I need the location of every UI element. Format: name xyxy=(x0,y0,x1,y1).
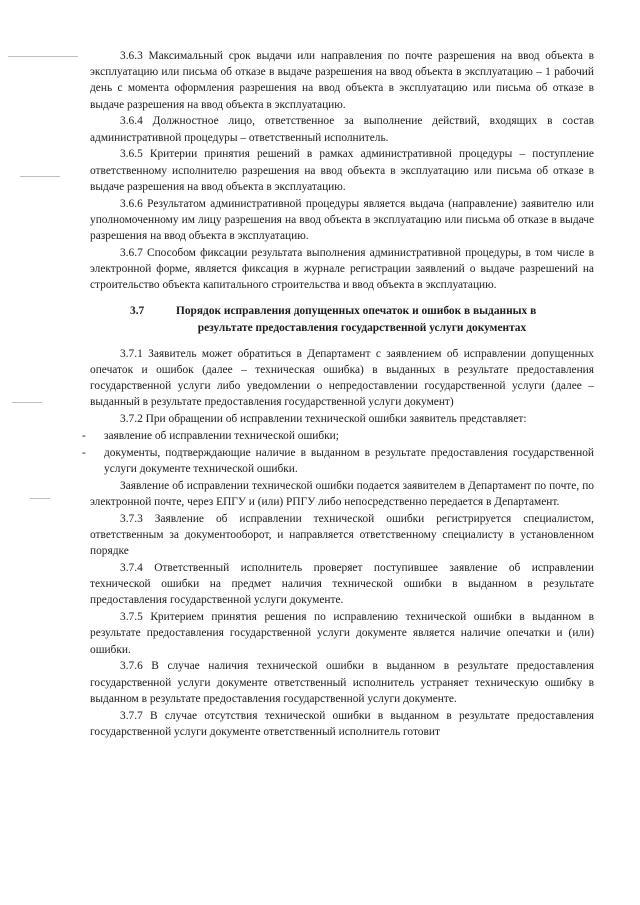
paragraph-3-6-3: 3.6.3 Максимальный срок выдачи или направления по почте разрешения на ввод объекта в эксплуатацию или письма об отказе в выдаче разрешения на ввод объекта в эксплуатацию – 1 рабочий день с момента оформления разрешения на ввод объекта в эксплуатацию или письма об отказе в выдаче разрешения на ввод объекта в эксплуатацию. xyxy=(90,50,594,111)
paragraph-3-6-5: 3.6.5 Критерии принятия решений в рамках административной процедуры – поступление ответственному исполнителю разрешения на ввод объекта в эксплуатацию или письма об отказе в выдаче разрешения на ввод объекта в эксплуатацию. xyxy=(90,148,594,193)
section-heading-3-7 xyxy=(130,303,594,335)
section-heading-line2: результате предоставления государственной услуги документах xyxy=(197,321,527,334)
list-item-documents xyxy=(82,445,594,477)
paragraph-3-7-6: 3.7.6 В случае наличия технической ошибки в выданном в результате предоставления государственной услуги документе ответственный исполнитель устраняет техническую ошибку в выданном в результате предоставления государственной услуги документе. xyxy=(90,660,594,705)
scan-noise xyxy=(12,402,42,403)
paragraph-3-7-4: 3.7.4 Ответственный исполнитель проверяет поступившее заявление об исправлении технической ошибки на предмет наличия технической ошибки в выданном в результате предоставления государственной услуги документе. xyxy=(90,562,594,607)
paragraph-3-7-7: 3.7.7 В случае отсутствия технической ошибки в выданном в результате предоставления государственной услуги документе ответственный исполнитель готовит xyxy=(90,709,594,738)
list-dash: - xyxy=(82,430,86,443)
paragraph-3-6-7: 3.6.7 Способом фиксации результата выполнения административной процедуры, в том числе в электронной форме, является фиксация в журнале регистрации заявлений о выдаче разрешений на строительство объекта капитального строительства и ввод объекта в эксплуатацию. xyxy=(90,246,594,292)
paragraph-3-7-2: 3.7.2 При обращении об исправлении технической ошибки заявитель представляет: xyxy=(120,413,527,426)
section-heading-line1: Порядок исправления допущенных опечаток и ошибок в выданных в xyxy=(176,305,537,318)
list-item-text: документы, подтверждающие наличие в выданном в результате предоставления государственной услуги документе технической ошибки. xyxy=(104,446,594,476)
paragraph-3-7-2-submission: Заявление об исправлении технической ошибки подается заявителем в Департамент по почте, по электронной почте, через ЕПГУ и (или) РПГУ либо непосредственно передается в Департамент. xyxy=(90,479,594,509)
document-page xyxy=(82,48,594,740)
scan-noise xyxy=(20,176,60,177)
paragraph-3-6-6: 3.6.6 Результатом административной процедуры является выдача (направление) заявителю или уполномоченному им лицу разрешения на ввод объекта в эксплуатацию или письма об отказе в выдаче разрешения на ввод объекта в эксплуатацию. xyxy=(90,197,594,243)
scan-noise xyxy=(8,56,78,57)
paragraph-3-6-4: 3.6.4 Должностное лицо, ответственное за выполнение действий, входящих в состав административной процедуры – ответственный исполнитель. xyxy=(90,115,594,144)
scan-noise xyxy=(30,498,50,499)
section-number: 3.7 xyxy=(130,305,145,318)
list-item-text: заявление об исправлении технической ошибки; xyxy=(104,430,339,443)
paragraph-3-7-3: 3.7.3 Заявление об исправлении технической ошибки регистрируется специалистом, ответственным за документооборот, и направляется ответственному специалисту в установленном порядке xyxy=(90,512,594,558)
list-dash: - xyxy=(82,446,86,459)
paragraph-3-7-5: 3.7.5 Критерием принятия решения по исправлению технической ошибки в выданном в результате предоставления государственной услуги документе является наличие опечатки и (или) ошибки. xyxy=(90,611,594,656)
paragraph-3-7-1: 3.7.1 Заявитель может обратиться в Департамент с заявлением об исправлении допущенных опечаток и ошибок (далее – техническая ошибка) в выданных в результате предоставления государственной услуги либо уведомлении о непредоставлении государственной услуги (далее – выданный в результате предоставления государственной услуги документ) xyxy=(90,347,594,409)
list-item-application xyxy=(82,428,594,444)
